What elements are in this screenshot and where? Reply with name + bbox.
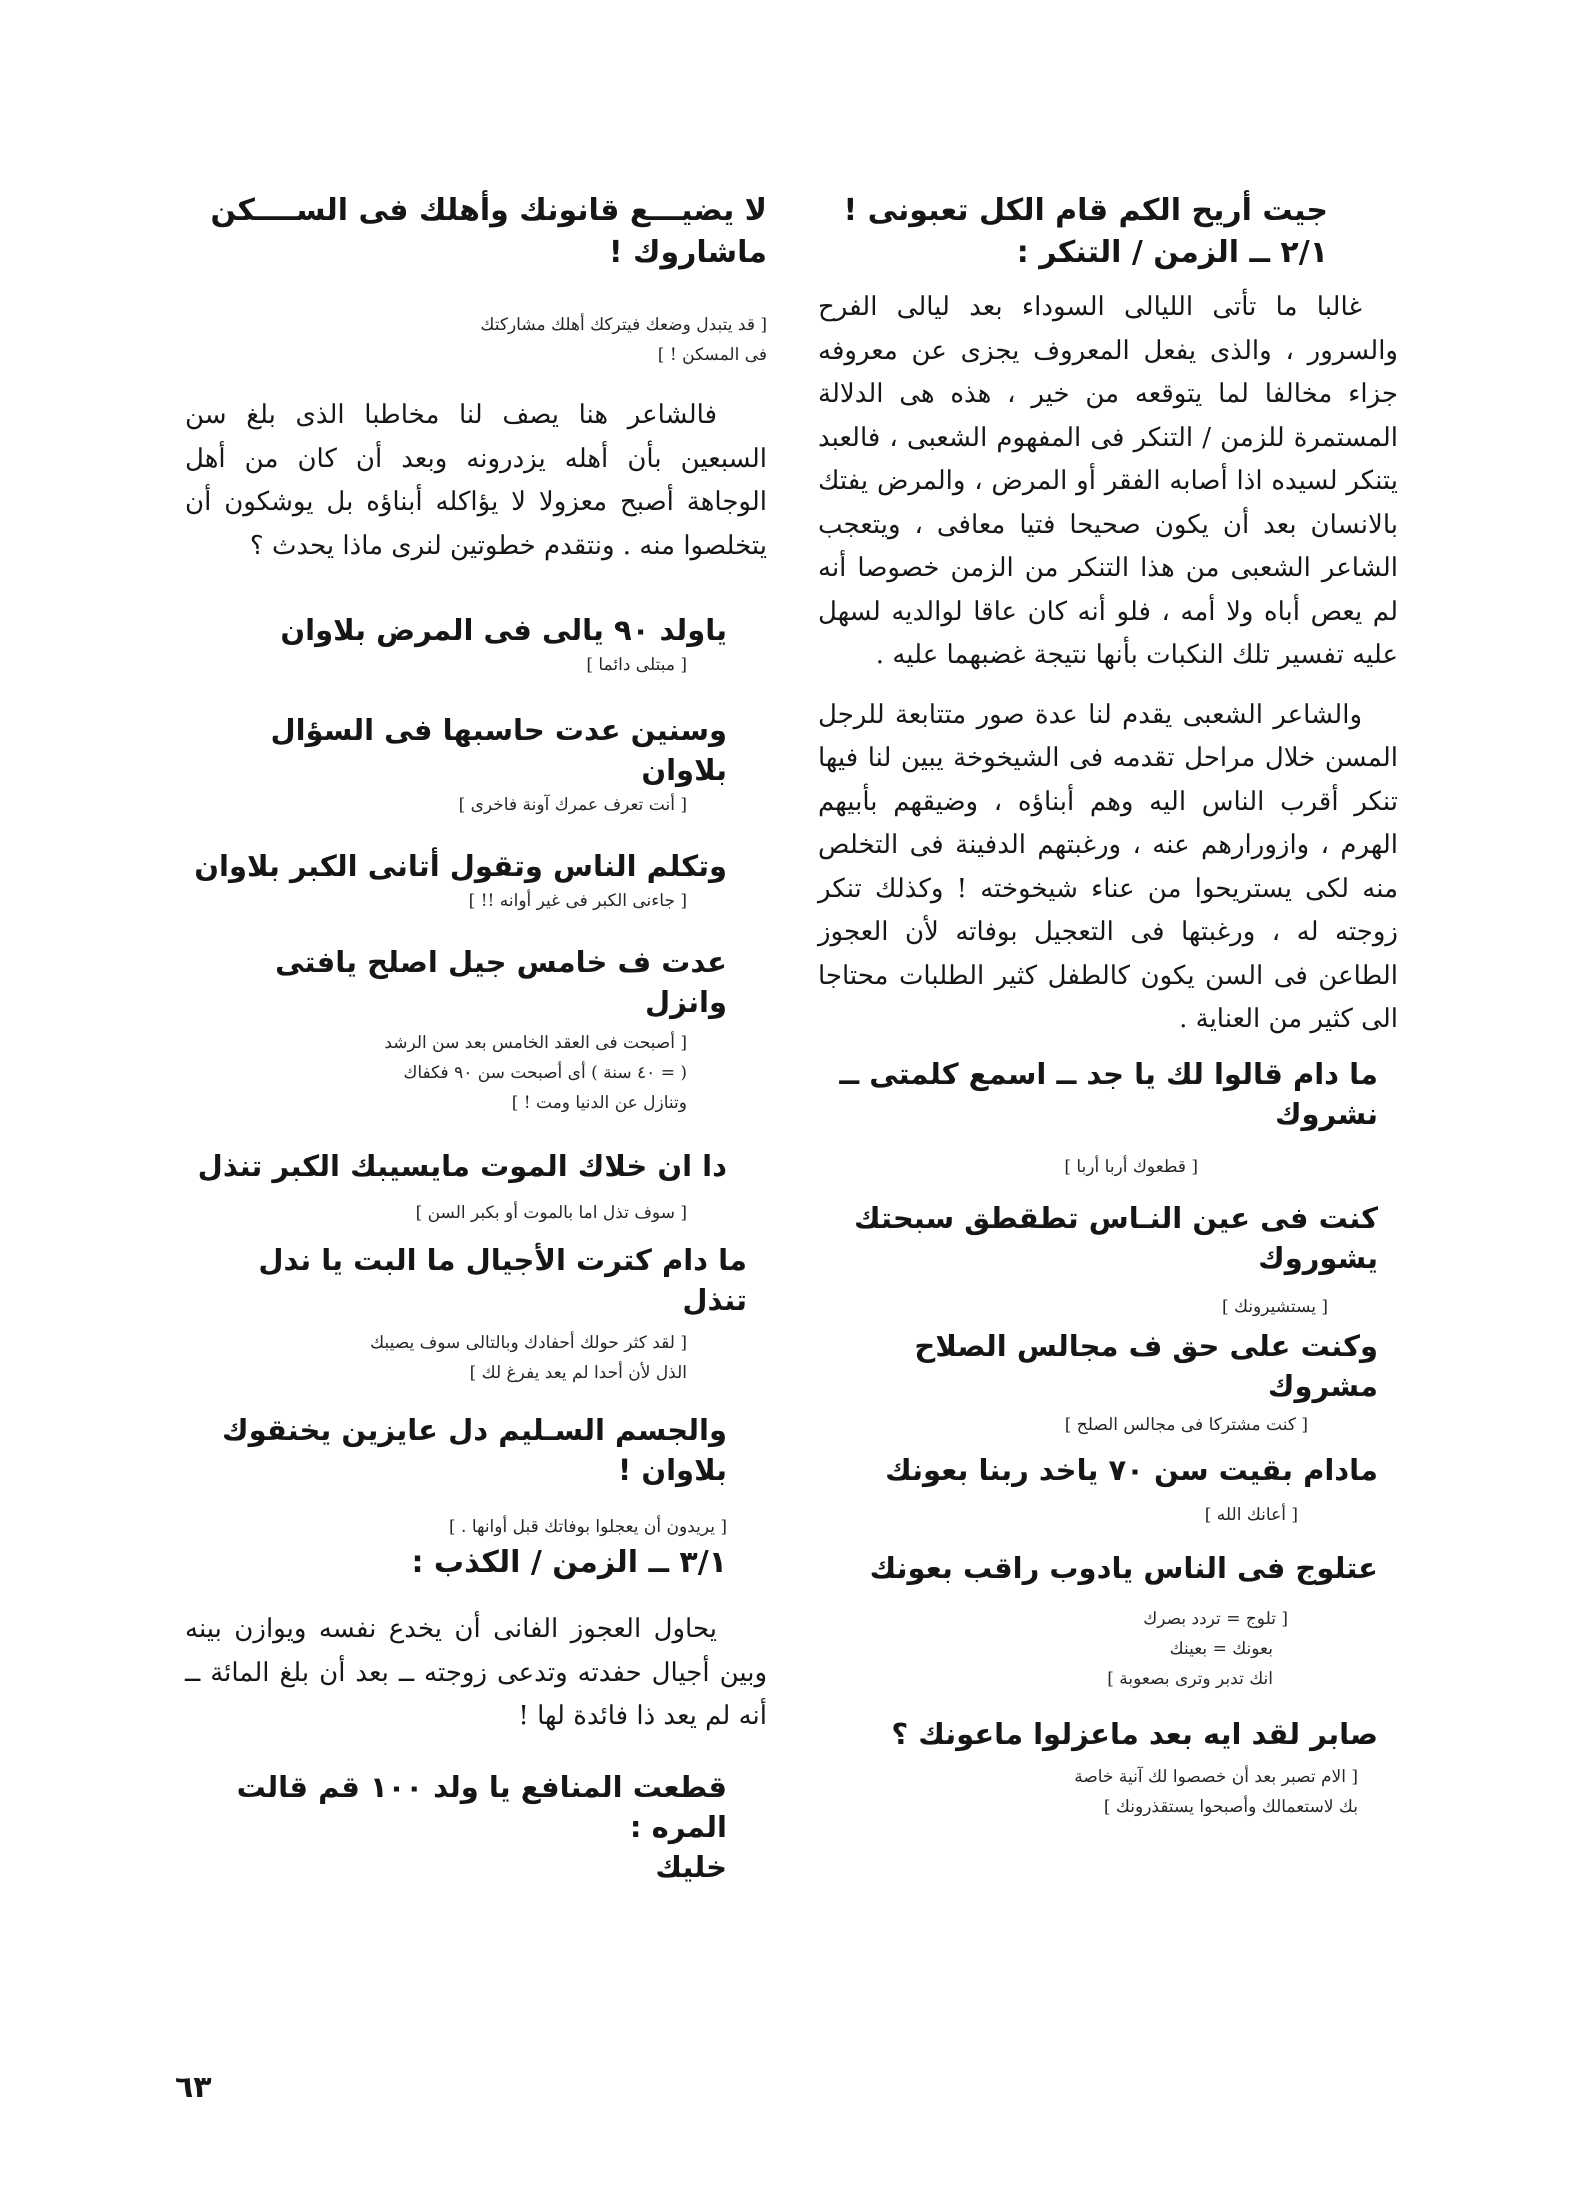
verse-line: مادام بقيت سن ٧٠ ياخد ربنا بعونك (885, 1452, 1378, 1487)
verse-gloss: [ قد يتبدل وضعك فيتركك أهلك مشاركتك (480, 315, 767, 335)
verse-heading: لا يضيـــع قانونك وأهلك فى الســــكن (210, 193, 767, 228)
verse-line: وسنين عدت حاسبها فى السؤال بلاوان (270, 713, 727, 787)
verse-gloss: الذل لأن أحدا لم يعد يفرغ لك ] (469, 1363, 687, 1383)
left-column (185, 190, 767, 1887)
verse-gloss: [ الام تصبر بعد أن خصصوا لك آنية خاصة (1074, 1766, 1358, 1787)
verse-line: بلاوان ! (618, 1453, 727, 1487)
verse-line: يشوروك (1258, 1240, 1378, 1275)
verse-line: خليك (655, 1849, 727, 1884)
verse-line: عتلوج فى الناس يادوب راقب بعونك (869, 1550, 1378, 1585)
verse-line: عدت ف خامس جيل اصلح يافتى وانزل (275, 945, 727, 1019)
verse-line: وكنت على حق ف مجالس الصلاح مشروك (914, 1328, 1378, 1403)
right-column (818, 190, 1398, 1822)
page-number: ٦٣ (175, 2070, 212, 2105)
verse-gloss: [ أعانك الله ] (1204, 1504, 1298, 1525)
verse-line: ما دام قالوا لك يا جد ــ اسمع كلمتى ــ (839, 1056, 1378, 1091)
verse-gloss: [ أصبحت فى العقد الخامس بعد سن الرشد (384, 1033, 687, 1053)
body-paragraph: والشاعر الشعبى يقدم لنا عدة صور متتابعة للرجل المسن خلال مراحل تقدمه فى الشيخوخة يبين لنا فيها تنكر أقرب الناس اليه وهم أبناؤه ، وضيقهم بأبيهم الهرم ، وازورارهم عنه ، ورغبتهم الدفينة فى التخلص منه لكى يستريحوا من عناء شيخوخته ! وكذلك تنكر زوجته له ، ورغبتها فى التعجيل بوفاته لأن العجوز الطاعن فى السن يكون كالطفل كثير الطلبات محتاجا الى كثير من العناية . (818, 699, 1398, 1034)
verse-gloss: [ تلوج = تردد بصرك (1143, 1608, 1288, 1629)
verse-line: وتكلم الناس وتقول أتانى الكبر بلاوان (194, 849, 727, 883)
body-paragraph: فالشاعر هنا يصف لنا مخاطبا الذى بلغ سن السبعين بأن أهله يزدرونه وبعد أن كان من أهل الوجاهة أصبح معزولا لا يؤاكله أبناؤه بل يوشكون أن يتخلصوا منه . ونتقدم خطوتين لنرى ماذا يحدث ؟ (185, 400, 767, 561)
verse-gloss: وتنازل عن الدنيا ومت ! ] (511, 1093, 687, 1113)
verse-gloss: ( = ٤٠ سنة ) أى أصبحت سن ٩٠ فكفاك (403, 1063, 687, 1083)
verse-gloss: [ لقد كثر حولك أحفادك وبالتالى سوف يصيبك (370, 1333, 687, 1353)
verse-gloss: [ يستشيرونك ] (1221, 1296, 1328, 1317)
body-paragraph: يحاول العجوز الفانى أن يخدع نفسه ويوازن بينه وبين أجيال حفدته وتدعى زوجته ــ بعد أن بلغ المائة ــ أنه لم يعد ذا فائدة لها ! (185, 1614, 767, 1731)
verse-line: قطعت المنافع يا ولد ١٠٠ قم قالت المره : (236, 1769, 727, 1844)
verse-gloss: [ كنت مشتركا فى مجالس الصلح ] (1064, 1414, 1308, 1435)
verse-heading: ماشاروك ! (608, 235, 767, 270)
verse-heading: جيت أريح الكم قام الكل تعبونى ! (843, 193, 1328, 228)
verse-gloss: [ يريدون أن يعجلوا بوفاتك قبل أوانها . ] (448, 1517, 727, 1537)
section-heading: ٣/١ ــ الزمن / الكذب : (411, 1545, 727, 1580)
verse-line: كنت فى عين النـاس تطقطق سبحتك (854, 1200, 1378, 1235)
verse-gloss: [ جاءنى الكبر فى غير أوانه !! ] (468, 891, 687, 911)
verse-line: ياولد ٩٠ يالى فى المرض بلاوان (280, 613, 727, 647)
verse-gloss: فى المسكن ! ] (657, 345, 767, 365)
verse-line: نشروك (1274, 1096, 1378, 1131)
verse-gloss: [ سوف تذل اما بالموت أو بكبر السن ] (415, 1203, 687, 1223)
body-paragraph: غالبا ما تأتى الليالى السوداء بعد ليالى الفرح والسرور ، والذى يفعل المعروف يجزى عن معروفه جزاء مخالفا لما يتوقعه من خير ، هذه هى الدلالة المستمرة للزمن / التنكر فى المفهوم الشعبى ، فالعبد يتنكر لسيده اذا أصابه الفقر أو المرض ، والمرض يفتك بالانسان بعد أن يكون صحيحا فتيا معافى ، ويتعجب الشاعر الشعبى من هذا التنكر من الزمن خصوصا أنه لم يعص أباه ولا أمه ، فلو أنه كان عاقا لوالديه لسهل عليه تفسير تلك النكبات بأنها نتيجة غضبهما عليه . (818, 292, 1398, 670)
verse-gloss: بعونك = بعينك (1169, 1638, 1273, 1659)
verse-line: صابر لقد ايه بعد ماعزلوا ماعونك ؟ (891, 1716, 1378, 1751)
verse-gloss: انك تدبر وترى بصعوبة ] (1107, 1668, 1273, 1689)
verse-gloss: [ أنت تعرف عمرك آونة فاخرى ] (458, 795, 687, 815)
verse-gloss: [ قطعوك أربا أربا ] (1064, 1156, 1198, 1177)
verse-line: ما دام كترت الأجيال ما البت يا ندل تنذل (258, 1243, 747, 1317)
verse-line: والجسم السـليم دل عايزين يخنقوك (222, 1413, 727, 1447)
verse-gloss: [ مبتلى دائما ] (586, 655, 687, 675)
verse-line: دا ان خلاك الموت مايسيبك الكبر تنذل (197, 1149, 727, 1183)
section-heading: ٢/١ ــ الزمن / التنكر : (1016, 235, 1328, 270)
verse-gloss: بك لاستعمالك وأصبحوا يستقذرونك ] (1103, 1796, 1358, 1817)
